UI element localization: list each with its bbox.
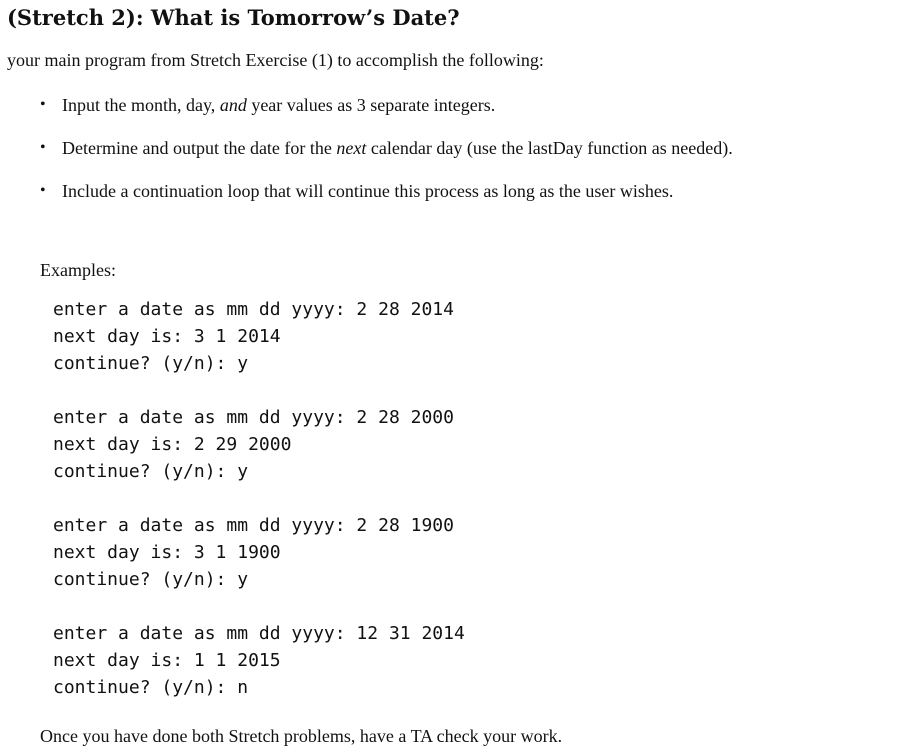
- emphasized-word: next: [336, 138, 367, 158]
- list-item: [40, 178, 898, 204]
- list-item-text-part: calendar day (use the lastDay function as needed).: [366, 138, 733, 158]
- example-block: [53, 620, 465, 701]
- example-block: [53, 512, 465, 593]
- list-item-text-part: Determine and output the date for the: [62, 138, 337, 158]
- closing-paragraph: Once you have done both Stretch problems, have a TA check your work.: [40, 726, 563, 746]
- example-block: [53, 296, 465, 377]
- example-prompt-line: enter a date as mm dd yyyy: 2 28 2014: [53, 299, 454, 320]
- example-block: [53, 404, 465, 485]
- example-continue-line: continue? (y/n): y: [53, 569, 249, 590]
- example-continue-line: continue? (y/n): n: [53, 677, 249, 698]
- examples-label: Examples:: [40, 260, 116, 280]
- section-title: (Stretch 2): What is Tomorrow’s Date?: [7, 5, 460, 30]
- intro-paragraph: your main program from Stretch Exercise (1) to accomplish the following:: [7, 50, 544, 70]
- example-result-line: next day is: 1 1 2015: [53, 650, 281, 671]
- example-result-line: next day is: 3 1 1900: [53, 542, 281, 563]
- example-prompt-line: enter a date as mm dd yyyy: 2 28 1900: [53, 515, 454, 536]
- example-result-line: next day is: 3 1 2014: [53, 326, 281, 347]
- requirements-list: [40, 92, 898, 221]
- list-item-text: [62, 135, 898, 161]
- bullet-icon: •: [40, 96, 46, 113]
- list-item-text: [62, 92, 898, 118]
- emphasized-word: and: [219, 95, 247, 115]
- example-continue-line: continue? (y/n): y: [53, 461, 249, 482]
- example-session-output: [53, 296, 465, 728]
- list-item-text-part: year values as 3 separate integers.: [246, 95, 496, 115]
- example-prompt-line: enter a date as mm dd yyyy: 12 31 2014: [53, 623, 465, 644]
- list-item: [40, 92, 898, 118]
- bullet-icon: •: [40, 139, 46, 156]
- list-item-text-part: Input the month, day,: [62, 95, 220, 115]
- list-item: [40, 135, 898, 161]
- example-prompt-line: enter a date as mm dd yyyy: 2 28 2000: [53, 407, 454, 428]
- bullet-icon: •: [40, 182, 46, 199]
- list-item-text-part: Include a continuation loop that will continue this process as long as the user wishes.: [62, 181, 674, 201]
- example-result-line: next day is: 2 29 2000: [53, 434, 292, 455]
- example-continue-line: continue? (y/n): y: [53, 353, 249, 374]
- list-item-text: [62, 178, 898, 204]
